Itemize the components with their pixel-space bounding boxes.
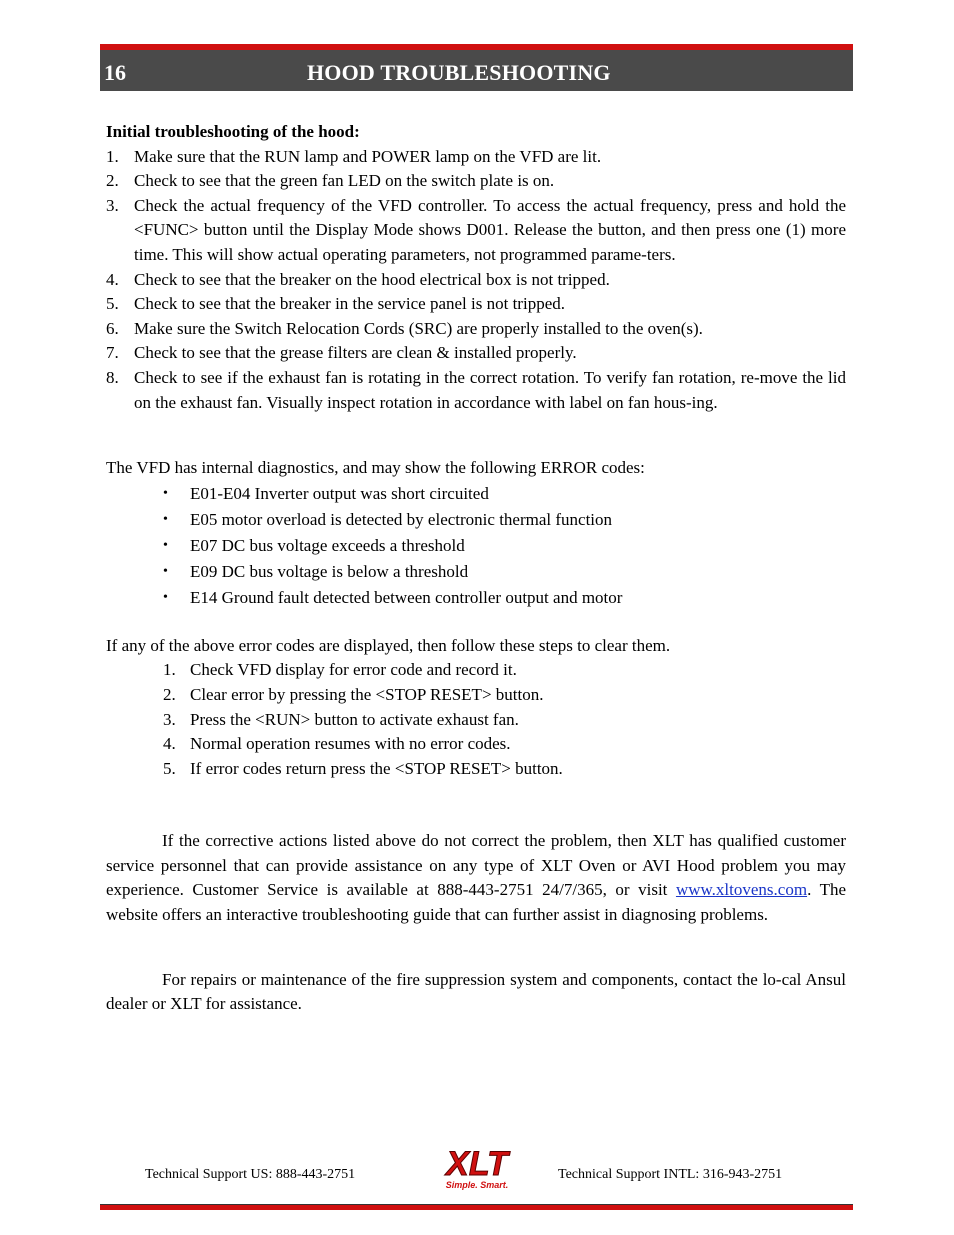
logo-wordmark: XLT: [446, 1145, 508, 1183]
service-paragraph: If the corrective actions listed above do not correct the problem, then XLT has qualified customer service personnel that can provide assistance on any type of XLT Oven or AVI Hood problem you may experience. Customer Service is available at 888-443-2751 24/7/365, or visit www.xltovens.com. The website offers an interactive troubleshooting guide that can further assist in diagnosing problems.: [106, 831, 846, 925]
list-item: 1. Make sure that the RUN lamp and POWER lamp on the VFD are lit.: [106, 146, 602, 166]
list-item: 8. Check to see if the exhaust fan is rotating in the correct rotation. To verify fan rotation, re-move the lid on the exhaust fan. Visually inspect rotation in accordance with label on fan hous-ing.: [106, 367, 846, 412]
website-link[interactable]: www.xltovens.com: [675, 880, 808, 900]
list-item: • E14 Ground fault detected between controller output and motor: [106, 585, 846, 611]
list-item: 5. If error codes return press the <STOP RESET> button.: [163, 758, 563, 778]
logo-tagline: Simple. Smart.: [445, 1180, 509, 1190]
initial-steps-list: [106, 145, 846, 416]
bullet-icon: •: [163, 589, 168, 605]
page-content: [106, 120, 846, 1017]
list-item: • E01-E04 Inverter output was short circuited: [106, 481, 846, 507]
error-codes-list: [106, 481, 846, 611]
bullet-icon: •: [163, 537, 168, 553]
list-item: 4. Check to see that the breaker on the hood electrical box is not tripped.: [106, 269, 610, 289]
clearing-steps-list: [106, 658, 846, 781]
list-item: 2. Clear error by pressing the <STOP RESET> button.: [163, 684, 544, 704]
list-item: 3. Press the <RUN> button to activate exhaust fan.: [163, 709, 519, 729]
list-item: 5. Check to see that the breaker in the service panel is not tripped.: [106, 294, 565, 314]
list-item: 1. Check VFD display for error code and record it.: [163, 660, 517, 680]
list-item: • E09 DC bus voltage is below a threshold: [106, 559, 846, 585]
list-item: 4. Normal operation resumes with no error codes.: [163, 734, 511, 754]
list-item: 3. Check the actual frequency of the VFD controller. To access the actual frequency, press and hold the <FUNC> button until the Display Mode shows D001. Release the button, and then press one (1) more time. This will show actual operating parameters, not programmed parame-ters.: [106, 195, 846, 264]
bullet-icon: •: [163, 563, 168, 579]
bullet-icon: •: [163, 485, 168, 501]
list-item: 6. Make sure the Switch Relocation Cords (SRC) are properly installed to the oven(s).: [106, 318, 703, 338]
footer-support-intl: Technical Support INTL: 316-943-2751: [558, 1167, 783, 1182]
fire-suppression-paragraph: For repairs or maintenance of the fire suppression system and components, contact the lo-cal Ansul dealer or XLT for assistance.: [106, 969, 846, 1014]
list-item: • E07 DC bus voltage exceeds a threshold: [106, 533, 846, 559]
list-item: 7. Check to see that the grease filters are clean & installed properly.: [106, 343, 577, 363]
footer-divider: [100, 1204, 853, 1210]
page-number: 16: [104, 60, 126, 85]
xlt-logo: [428, 1143, 526, 1191]
page-header: [100, 44, 853, 91]
list-item: • E05 motor overload is detected by electronic thermal function: [106, 507, 846, 533]
list-item: 2. Check to see that the green fan LED on the switch plate is on.: [106, 171, 555, 191]
bullet-icon: •: [163, 511, 168, 527]
footer-support-us: Technical Support US: 888-443-2751: [145, 1167, 356, 1182]
clearing-intro: If any of the above error codes are displayed, then follow these steps to clear them.: [106, 635, 671, 655]
initial-heading: Initial troubleshooting of the hood:: [106, 122, 360, 141]
errors-intro: The VFD has internal diagnostics, and may show the following ERROR codes:: [106, 458, 645, 478]
page-title: HOOD TROUBLESHOOTING: [307, 60, 611, 85]
